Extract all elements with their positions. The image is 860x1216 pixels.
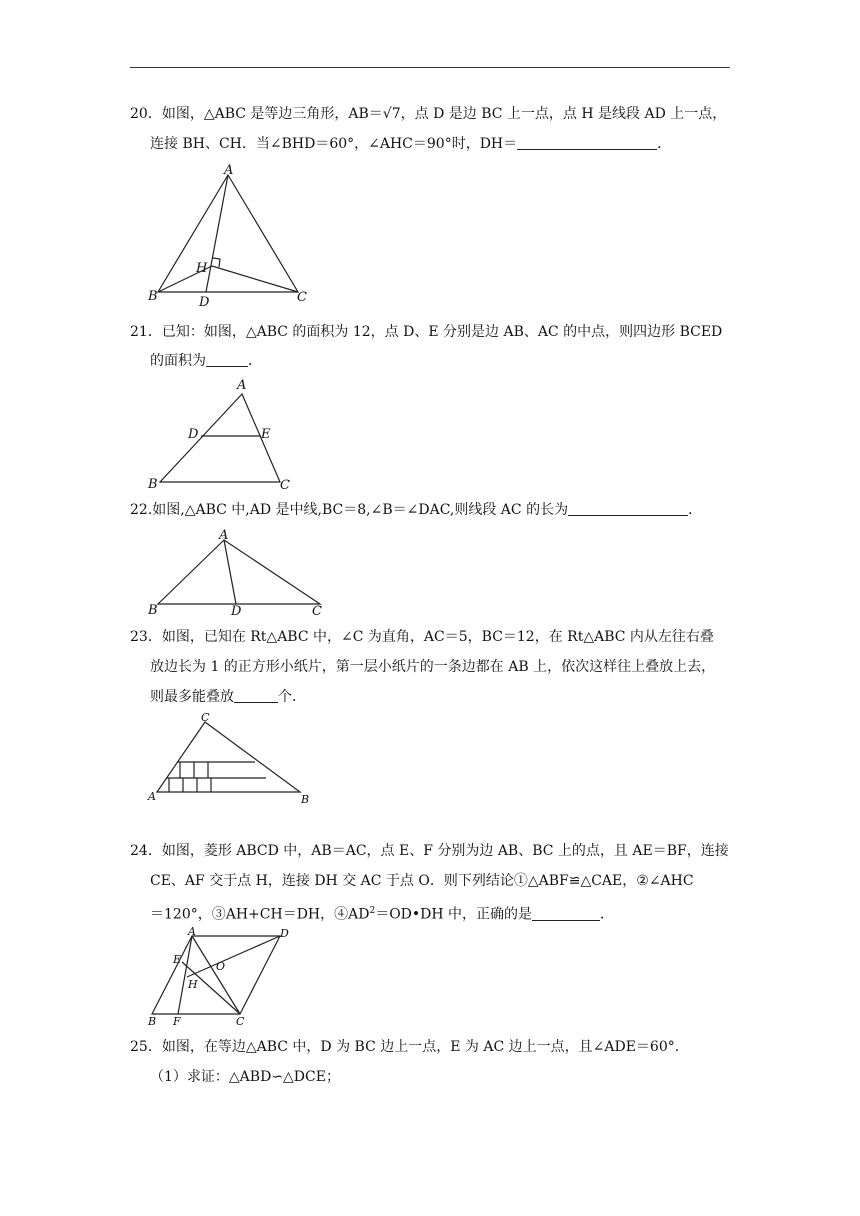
q23-label-b: B [301,793,310,806]
q20-label-b: B [148,289,158,304]
q23-triangle-abc [157,722,300,792]
q22-median-ad [224,540,236,604]
q24-label-h: H [188,978,198,991]
q22-triangle-abc [158,540,320,604]
q24-label-d: D [280,927,289,940]
q20-figure [140,160,330,310]
q24-answer-blank[interactable] [532,906,600,921]
q20-line-2 [150,134,671,154]
q21-end: ． [248,353,262,369]
q21-label-a: A [237,378,247,393]
q22-figure [140,524,340,620]
q20-line-2-text: 连接 BH、CH．当∠BHD＝60°，∠AHC＝90°时，DH＝ [150,136,518,152]
q20-right-angle-mark [213,258,220,267]
q21-figure [140,374,300,493]
q23-answer-blank[interactable] [234,688,278,703]
q24-line-2: CE、AF 交于点 H，连接 DH 交 AC 于点 O．则下列结论①△ABF≌△CAE，②∠AHC [150,873,694,889]
q20-line-1: 20．如图，△ABC 是等边三角形，AB＝√7，点 D 是边 BC 上一点，点 H 是线段 AD 上一点， [130,106,727,122]
q21-answer-blank[interactable] [206,352,248,367]
q23-line-3-text: 则最多能叠放 [150,689,234,705]
q24-line-1: 24．如图，菱形 ABCD 中，AB＝AC，点 E、F 分别为边 AB、BC 上的点，且 AE＝BF，连接 [130,843,729,859]
q24-segment-dh [187,936,280,977]
q22-answer-blank[interactable] [568,501,688,516]
q24-end: ． [600,906,615,923]
q23-line-3 [150,687,306,707]
q24-segment-af [178,936,192,1014]
q21-label-d: D [188,427,199,442]
q20-end: ． [657,136,672,152]
q24-label-c: C [236,1015,245,1028]
q20-label-c: C [297,290,307,305]
q23-label-c: C [201,711,210,724]
q24-label-e: E [173,953,182,966]
q23-label-a: A [148,790,156,803]
q20-answer-blank[interactable] [517,135,657,150]
q23-line-1: 23．如图，已知在 Rt△ABC 中，∠C 为直角，AC＝5，BC＝12，在 Rt△ABC 内从左往右叠 [130,629,714,645]
q21-label-b: B [148,477,158,492]
q24-label-o: O [216,960,226,973]
q24-line-3 [150,901,614,925]
q21-line-2-text: 的面积为 [150,353,206,369]
q23-line-2: 放边长为 1 的正方形小纸片，第一层小纸片的一条边都在 AB 上，依次这样往上叠放上去， [150,659,716,675]
q24-diagonal-ac [192,936,240,1014]
q20-label-a: A [224,163,234,178]
q20-label-d: D [199,295,210,310]
q22-line-1-text: 22.如图,△ABC 中,AD 是中线,BC＝8,∠B＝∠DAC,则线段 AC 的长为 [130,502,569,518]
q25-line-1: 25．如图，在等边△ABC 中，D 为 BC 边上一点，E 为 AC 边上一点，且∠ADE＝60°． [130,1039,689,1055]
q22-label-d: D [231,604,242,619]
q22-line-1 [130,500,702,520]
q22-end: ． [688,502,703,518]
q22-label-c: C [312,604,322,619]
header-rule [130,67,730,68]
q24-line-3-text-a: ＝120°，③AH+CH＝DH，④AD [150,906,370,923]
q24-figure [140,924,310,1034]
q20-triangle-abc [158,175,298,292]
q24-superscript: 2 [369,906,376,916]
q23-figure [140,708,320,808]
q24-label-a: A [188,925,196,938]
q22-label-a: A [219,528,229,543]
q21-label-e: E [261,427,271,442]
q24-label-f: F [173,1015,181,1028]
q21-label-c: C [280,478,290,493]
q25-line-2: （1）求证：△ABD∽△DCE； [150,1069,340,1085]
q23-end: 个． [278,689,306,705]
q21-line-2 [150,351,262,371]
q21-line-1: 21．已知：如图，△ABC 的面积为 12，点 D、E 分别是边 AB、AC 的中点，则四边形 BCED [130,324,723,340]
q22-label-b: B [148,603,158,618]
q24-label-b: B [148,1015,157,1028]
q24-line-3-text-b: ＝OD•DH 中，正确的是 [375,906,533,923]
q20-label-h: H [196,261,208,276]
